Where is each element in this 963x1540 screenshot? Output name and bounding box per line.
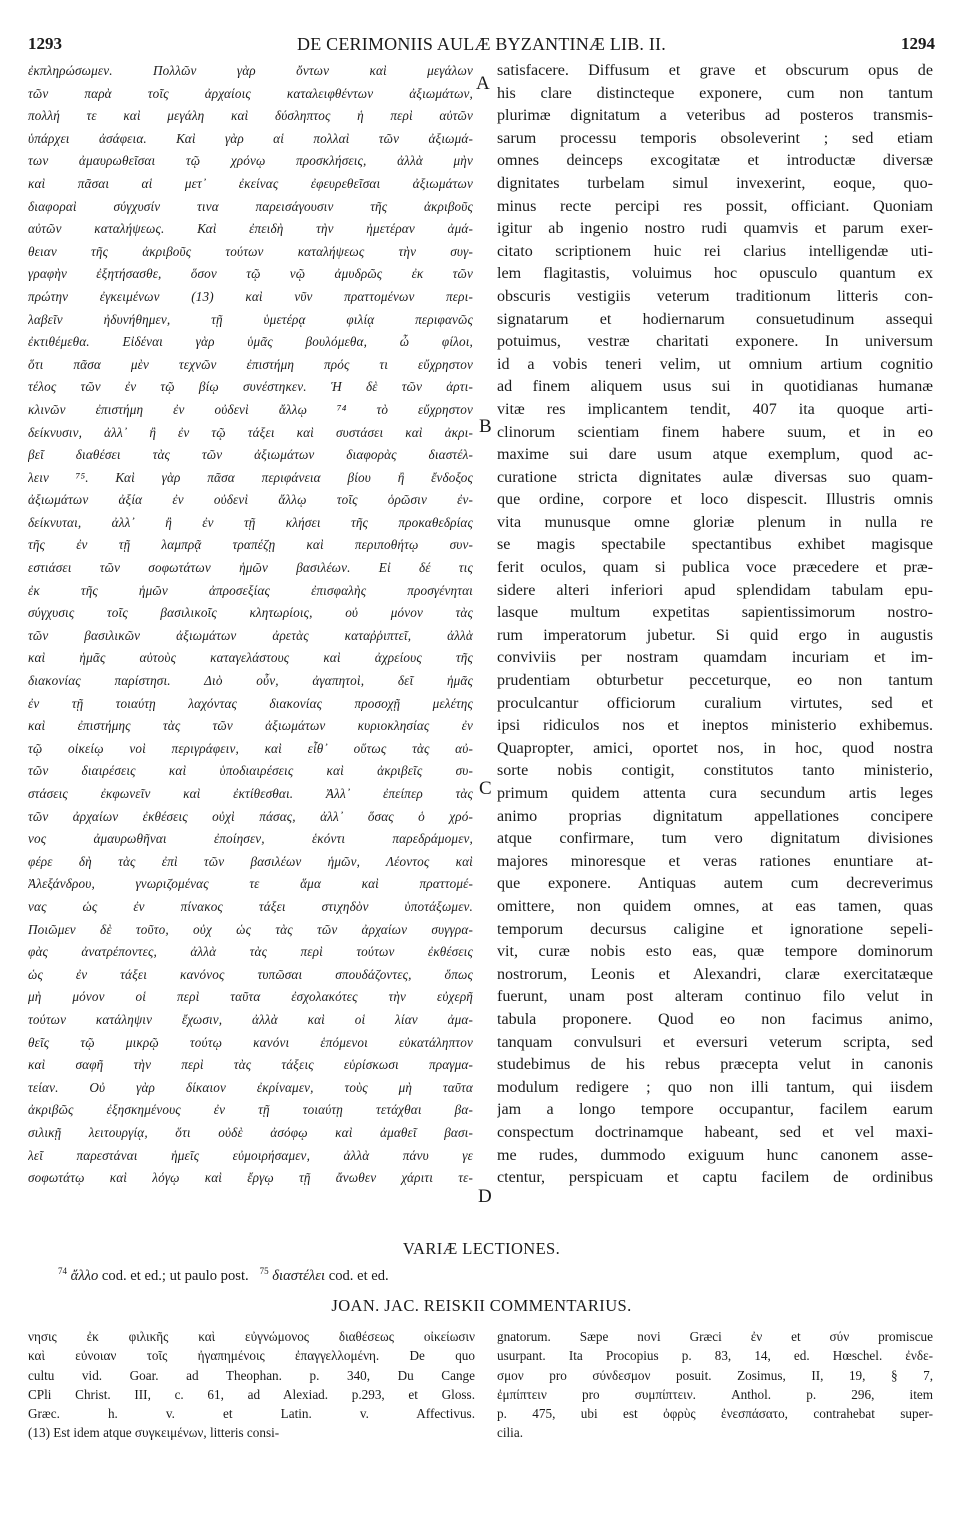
commentary-line: καὶ εὐνοιαν τοῖς ἠγαπημένοις ἐπαγγελλομένη. De quo: [28, 1348, 475, 1364]
greek-text-line: τῶν παρὰ τοῖς ἀρχαίοις καταλειφθέντων ἀξιωμάτων,: [28, 85, 473, 101]
commentary-left-column: [28, 1327, 475, 1443]
latin-text-line: plurimæ dignitatum a veteribus ad posteros transmis-: [497, 107, 933, 125]
greek-text-line: ἐκ τῆς ἡμῶν ἀπροσεξίας ἐπισφαλὴς προσγένηται: [28, 582, 473, 598]
latin-text-line: signatarum et hodiernarum consuetudinum assequi: [497, 310, 933, 328]
commentary-line: (13) Est idem atque συγκειμένων, litteris consi-: [28, 1425, 280, 1441]
commentary-line: νησις ἐκ φιλικῆς καὶ εὐγνώμονος διαθέσεως οἰκείωσιν: [28, 1329, 475, 1344]
latin-text-line: prudentiam obturbetur pecceturque, eo non tantum: [497, 672, 933, 690]
commentarius-title: JOAN. JAC. REISKII COMMENTARIUS.: [331, 1296, 632, 1315]
latin-text-line: minus recte percipi res possit, officiant. Quoniam: [497, 197, 933, 215]
greek-text-line: καὶ ἐπιστήμης τὰς τῶν ἀξιωμάτων κυριοκλησίας ἐν: [28, 718, 473, 734]
latin-text-line: atque confirmare, tum vero dignitatum divisiones: [497, 830, 933, 848]
greek-text-line: βεῖ διαθέσει τὰς τῶν ἀξιωμάτων διαφορὰς διαστέλ-: [28, 447, 473, 463]
greek-text-line: των ἀμαυρωθεῖσαι τῷ χρόνῳ προσκλήσεις, ἀλλὰ μὴν: [28, 153, 473, 169]
latin-text-line: maxime sui dare usum atque exemplum, quod ac-: [497, 446, 933, 464]
greek-text-line: διαφοραὶ σύγχυσίν τινα παρεισάγουσιν τῆς ἀκριβοῦς: [28, 198, 473, 214]
latin-text-line: igitur ab ingenio nostro rudi quamvis et parum exer-: [497, 220, 933, 238]
greek-text-line: ἀξιωμάτων ἀξία ἐν οὐδενὶ ἄλλῳ τοῖς ὁρῶσιν ἐν-: [28, 492, 473, 508]
latin-text-line: dignitates turbelam simul invexerint, eoque, quo-: [497, 174, 933, 192]
margin-letter-d: D: [478, 1186, 492, 1207]
greek-text-line: ὑπάρχει ἀσάφεια. Καὶ γὰρ αἱ πολλαὶ τῶν ἀξιωμά-: [28, 130, 473, 146]
running-title: DE CERIMONIIS AULÆ BYZANTINÆ LIB. II.: [297, 34, 666, 54]
variae-lectiones: [58, 1266, 389, 1285]
latin-text-line: vita munusque omne gloriæ plenum in nulla re: [497, 513, 933, 531]
greek-text-line: λαβεῖν ἠδυνήθημεν, τῇ ὑμετέρᾳ φιλίᾳ περιφανῶς: [28, 311, 473, 327]
latin-text-line: Quapropter, amici, oportet nos, in hoc, quod nostra: [497, 739, 933, 757]
greek-text-line: δείκνυται, ἀλλ᾽ ἢ ἐν τῇ κλήσει τῆς προκαθεδρίας: [28, 514, 473, 530]
greek-text-line: στάσεις ἐκφωνεῖν καὶ ἐκτίθεσθαι. Ἀλλ᾽ ἐπείπερ τὰς: [28, 786, 473, 801]
latin-text-line: ipsi ridiculos nos et ineptos ministerio exhibemus.: [497, 717, 933, 735]
latin-text-line: rum imperatorum jubetur. Si quid ergo in augustis: [497, 626, 933, 644]
page-number-left: 1293: [28, 34, 62, 53]
greek-text-line: ὅτι πᾶσα μὲν τεχνῶν ἐπιστήμη πρός τι εὔχρηστον: [28, 356, 473, 372]
greek-text-line: καὶ πᾶσαι αἱ μετ᾽ ἐκείνας ἐφευρεθεῖσαι ἀξιωμάτων: [28, 175, 473, 191]
latin-text-line: lasque multum expetitas sapientissimorum nostro-: [497, 604, 933, 622]
greek-text-line: τείαν. Οὐ γὰρ δίκαιον ἐκρίναμεν, τοὺς μὴ ταῦτα: [28, 1079, 473, 1095]
commentary-line: Græc. h. v. et Latin. v. Affectivus.: [28, 1406, 475, 1422]
greek-text-line: μὴ μόνον οἱ περὶ ταῦτα ἐσχολακότες τὴν εὐχερῆ: [28, 989, 473, 1005]
note-75-number: 75: [259, 1266, 269, 1276]
latin-text-line: jam a longo tempore occupantur, facilem earum: [497, 1101, 933, 1119]
commentary-line: ἐμπίπτειν pro συμπίπτειν. Anthol. p. 296, item: [497, 1386, 933, 1402]
latin-text-line: sarum processu temporis obsoleverint ; sed etiam: [497, 129, 933, 147]
latin-text-line: omnes deinceps excogitatæ et introductæ diversæ: [497, 152, 933, 170]
greek-text-line: καὶ ἡμᾶς αὐτοὺς καταγελάστους καὶ ἀχρείους τῆς: [28, 650, 473, 666]
greek-text-line: ἀκριβῶς ἐξησκημένους ἐν τῇ τοιαύτῃ τετάχθαι βα-: [28, 1102, 473, 1118]
latin-text-line: fuerunt, unam post alteram continuo filo velut in: [497, 988, 933, 1006]
latin-text-line: satisfacere. Diffusum et grave et obscurum opus de: [497, 62, 933, 79]
greek-text-line: Ἀλεξάνδρου, γνωριζομένας τε ἅμα καὶ πραττομέ-: [28, 876, 473, 892]
greek-text-line: σοφωτάτῳ καὶ λόγῳ καὶ ἔργῳ τῇ ἄνωθεν χάριτι τε-: [28, 1170, 473, 1186]
greek-text-line: τῆς ἐν τῇ λαμπρᾷ τραπέζῃ καὶ περιποθήτῳ συν-: [28, 537, 473, 553]
commentary-line: cilia.: [497, 1425, 523, 1441]
latin-text-line: primum quidem attenta cura secundum artis leges: [497, 785, 933, 802]
greek-text-line: λειν ⁷⁵. Καὶ γὰρ πᾶσα περιφάνεια βίου ἢ ἔνδοξος: [28, 469, 473, 485]
margin-letter-c: C: [479, 778, 492, 799]
running-header: [28, 34, 935, 58]
greek-text-line: φὰς ἀνατρέποντες, ἀλλὰ τὰς περὶ τούτων ἐκθέσεις: [28, 944, 473, 960]
latin-text-line: modulum redigere ; quo non illi tantum, qui iisdem: [497, 1078, 933, 1096]
commentary-line: cultu vid. Goar. ad Theophan. p. 340, Du Cange: [28, 1367, 475, 1383]
commentary-line: usurpant. Ita Procopius p. 83, 14, ed. Hœschel. ἐνδε-: [497, 1348, 933, 1364]
variae-lectiones-title: VARIÆ LECTIONES.: [402, 1239, 561, 1258]
latin-text-line: se magis spectabile spectantibus exhibet magisque: [497, 536, 933, 554]
latin-text-line: conspectum doctrinamque habeant, sed et vel maxi-: [497, 1123, 933, 1141]
commentary-right-column: [497, 1327, 933, 1443]
latin-text-line: que exponere. Antiquas autem cum decreverimus: [497, 875, 933, 893]
latin-text-line: que ordine, corpore et loco dispescit. Illustris omnis: [497, 491, 933, 509]
latin-text-line: clinorum scientiam finem habere suum, et in eo: [497, 423, 933, 441]
latin-text-line: id a vobis teneri velim, ut omnium artium cognitio: [497, 355, 933, 373]
latin-text-line: tanquam convulsuri et eversuri veterum scripta, sed: [497, 1033, 933, 1051]
note-74-number: 74: [58, 1266, 67, 1276]
greek-text-line: γραφὴν ἐξητήσασθε, ὅσον τῷ νῷ ἀμυδρῶς ἐκ τῶν: [28, 266, 473, 282]
latin-text-line: sorte nobis contigit, constitutos tanto ministerio,: [497, 762, 933, 780]
latin-text-line: obscuris vestigiis veterum traditionum litteris con-: [497, 287, 933, 305]
latin-text-line: conviviis per nostram quamdam incuriam et im-: [497, 649, 933, 667]
page-number-right: 1294: [901, 34, 935, 53]
latin-text-line: lem flagitastis, voluimus hoc opusculo quantum ex: [497, 265, 933, 283]
greek-text-line: πρώτην ἐγκειμένων (13) καὶ νῦν πραττομένων περι-: [28, 288, 473, 304]
greek-text-line: τέλος τῶν ἐν τῷ βίῳ συνέστηκεν. Ἡ δὲ τῶν ἀρτι-: [28, 379, 473, 395]
latin-text-line: majores minoresque et veras rationes enuntiare at-: [497, 852, 933, 870]
commentary-line: σμον pro σύνδεσμον posuit. Zosimus, II, 19, § 7,: [497, 1367, 933, 1383]
greek-text-line: σιλικῇ λειτουργίᾳ, ὅτι οὐδὲ ἀσόφῳ καὶ ἀμαθεῖ βασι-: [28, 1124, 473, 1140]
latin-text-line: nostrorum, Leonis et Alexandri, claræ exercitatæque: [497, 965, 933, 983]
greek-text-line: καὶ σαφῆ τὴν περὶ τὰς τάξεις εὑρίσκωσι πραγμα-: [28, 1057, 473, 1073]
note-74-greek: ἄλλο: [70, 1267, 99, 1284]
greek-text-line: ἐκπληρώσωμεν. Πολλῶν γὰρ ὄντων καὶ μεγάλων: [28, 63, 473, 78]
latin-text-line: his clare distincteque exponere, cum non tantum: [497, 84, 933, 102]
commentary-line: p. 475, ubi est ὀφρὺς ἐνεσπάσατο, contrahebat super-: [497, 1406, 933, 1422]
note-75-greek: διαστέλει: [272, 1267, 326, 1284]
greek-text-line: λεῖ παρεστάναι ἡμεῖς εὐμοιρήσαμεν, ἀλλὰ πάνυ γε: [28, 1147, 473, 1163]
latin-text-line: tabula proponere. Quod eo non facimus animo,: [497, 1010, 933, 1028]
greek-text-line: φέρε δὴ τὰς ἐπὶ τῶν βασιλέων ἡμῶν, Λέοντος καὶ: [28, 853, 473, 869]
greek-text-line: κλινῶν ἐπιστήμη ἐν οὐδενὶ ἄλλῳ ⁷⁴ τὸ εὔχρηστον: [28, 401, 473, 417]
latin-text-line: omittere, non quidem omnes, at eas tamen, quas: [497, 897, 933, 915]
latin-text-line: vit, curæ nobis esto eas, quæ tempore dominorum: [497, 943, 933, 961]
latin-text-line: me rudes, dummodo exiguum hunc canonem asse-: [497, 1146, 933, 1164]
latin-text-line: temporum decursus caligine et ignoratione sepeli-: [497, 920, 933, 938]
greek-text-line: τῶν ἀρχαίων ἐκθέσεις οὐχὶ πάσας, ἀλλ᾽ ὅσας ὁ χρό-: [28, 808, 473, 824]
greek-text-line: Ποιῶμεν δὲ τοῦτο, οὐχ ὡς τὰς τῶν ἀρχαίων συγγρα-: [28, 921, 473, 937]
latin-text-line: studebimus de his rebus præcepta velut in canonis: [497, 1056, 933, 1074]
latin-text-column: [497, 60, 933, 1190]
greek-text-line: τούτων κατάληψιν ἔχωσιν, ἀλλὰ καὶ οἱ λίαν ἀμα-: [28, 1011, 473, 1027]
margin-letter-a: A: [476, 73, 490, 94]
latin-text-line: citato scriptionem huic rei clarius intelligendæ uti-: [497, 242, 933, 260]
note-75-text: cod. et ed.: [328, 1267, 389, 1284]
latin-text-line: ferit oculos, quam si publica voce præcedere et præ-: [497, 559, 933, 577]
commentary-line: gnatorum. Sæpe novi Græci ἐν et σύν promiscue: [497, 1329, 933, 1344]
greek-text-line: ἐκτιθέμεθα. Εἰδέναι γὰρ ὑμᾶς βουλόμεθα, ὦ φίλοι,: [28, 334, 473, 350]
greek-text-line: θειαν τῆς ἀκριβοῦς τούτων καταλήψεως τὴν συγ-: [28, 243, 473, 259]
greek-text-line: διακονίας παρίστησι. Διὸ οὖν, ἀγαπητοὶ, δεῖ ἡμᾶς: [28, 673, 473, 689]
latin-text-line: vitæ res implicantem tendit, 407 ita quoque arti-: [497, 400, 933, 418]
greek-text-line: νος ἀμαυρωθῆναι ἐποίησεν, ἑκόντι παρεδράμομεν,: [28, 831, 473, 847]
greek-text-line: θεῖς τῷ μικρῷ τούτῳ κανόνι ἑπόμενοι εὐκατάληπτον: [28, 1034, 473, 1050]
greek-text-line: τῶν βασιλικῶν ἀξιωμάτων ἀρετὰς καταῤῥιπτεῖ, ἀλλὰ: [28, 627, 473, 643]
margin-letter-b: B: [479, 416, 492, 437]
latin-text-line: ad finem aliquem usus sui in quotidianas humanæ: [497, 378, 933, 396]
latin-text-line: proculcantur officiorum curalium virtutes, sed et: [497, 694, 933, 712]
greek-text-line: εστιάσει τῶν σοφωτάτων ἡμῶν βασιλέων. Εἰ δέ τις: [28, 560, 473, 576]
greek-text-line: σύγχυσις τοῖς βασιλικοῖς κλητωρίοις, οὐ μόνον τὰς: [28, 605, 473, 621]
greek-text-column: [28, 60, 473, 1190]
latin-text-line: sidere alteri inferiori apud splendidam tabulam epu-: [497, 581, 933, 599]
greek-text-line: τῶν διαιρέσεις καὶ ὑποδιαιρέσεις καὶ ἀκριβεῖς συ-: [28, 763, 473, 779]
greek-text-line: δείκνυσιν, ἀλλ᾽ ἢ ἐν τῷ τάξει καὶ συστάσει καὶ ἀκρι-: [28, 424, 473, 440]
commentary-line: CPli Christ. III, c. 61, ad Alexiad. p.293, et Gloss.: [28, 1386, 475, 1402]
greek-text-line: τῷ οἰκείῳ νοὶ περιγράφειν, καὶ εἶθ᾽ οὕτως τὰς αὐ-: [28, 740, 473, 756]
greek-text-line: ἐν τῇ τοιαύτῃ λαχόντας διακονίας προσοχῇ μελέτης: [28, 695, 473, 711]
greek-text-line: πολλή τε καὶ μεγάλη καὶ δύσληπτος ἡ περὶ αὐτῶν: [28, 108, 473, 124]
note-74-text: cod. et ed.; ut paulo post.: [101, 1267, 249, 1284]
latin-text-line: curatione stricta dignitates aulæ diversas suo quam-: [497, 468, 933, 486]
greek-text-line: ὡς ἐν τάξει κανόνος τυπῶσαι σπουδάζοντες, ὅπως: [28, 966, 473, 982]
latin-text-line: animo proprias dignitatum appellationes concipere: [497, 807, 933, 825]
latin-text-line: potuimus, vestræ charitati exponere. In universum: [497, 333, 933, 351]
greek-text-line: νας ὡς ἐν πίνακος τάξει στιχηδὸν ὑποτάξωμεν.: [28, 898, 473, 914]
greek-text-line: αὐτῶν καταλήψεως. Καὶ ἐπειδὴ τὴν ἡμετέραν ἀμά-: [28, 221, 473, 237]
latin-text-line: ctentur, perspicuam et captu facilem de ordinibus: [497, 1169, 933, 1187]
